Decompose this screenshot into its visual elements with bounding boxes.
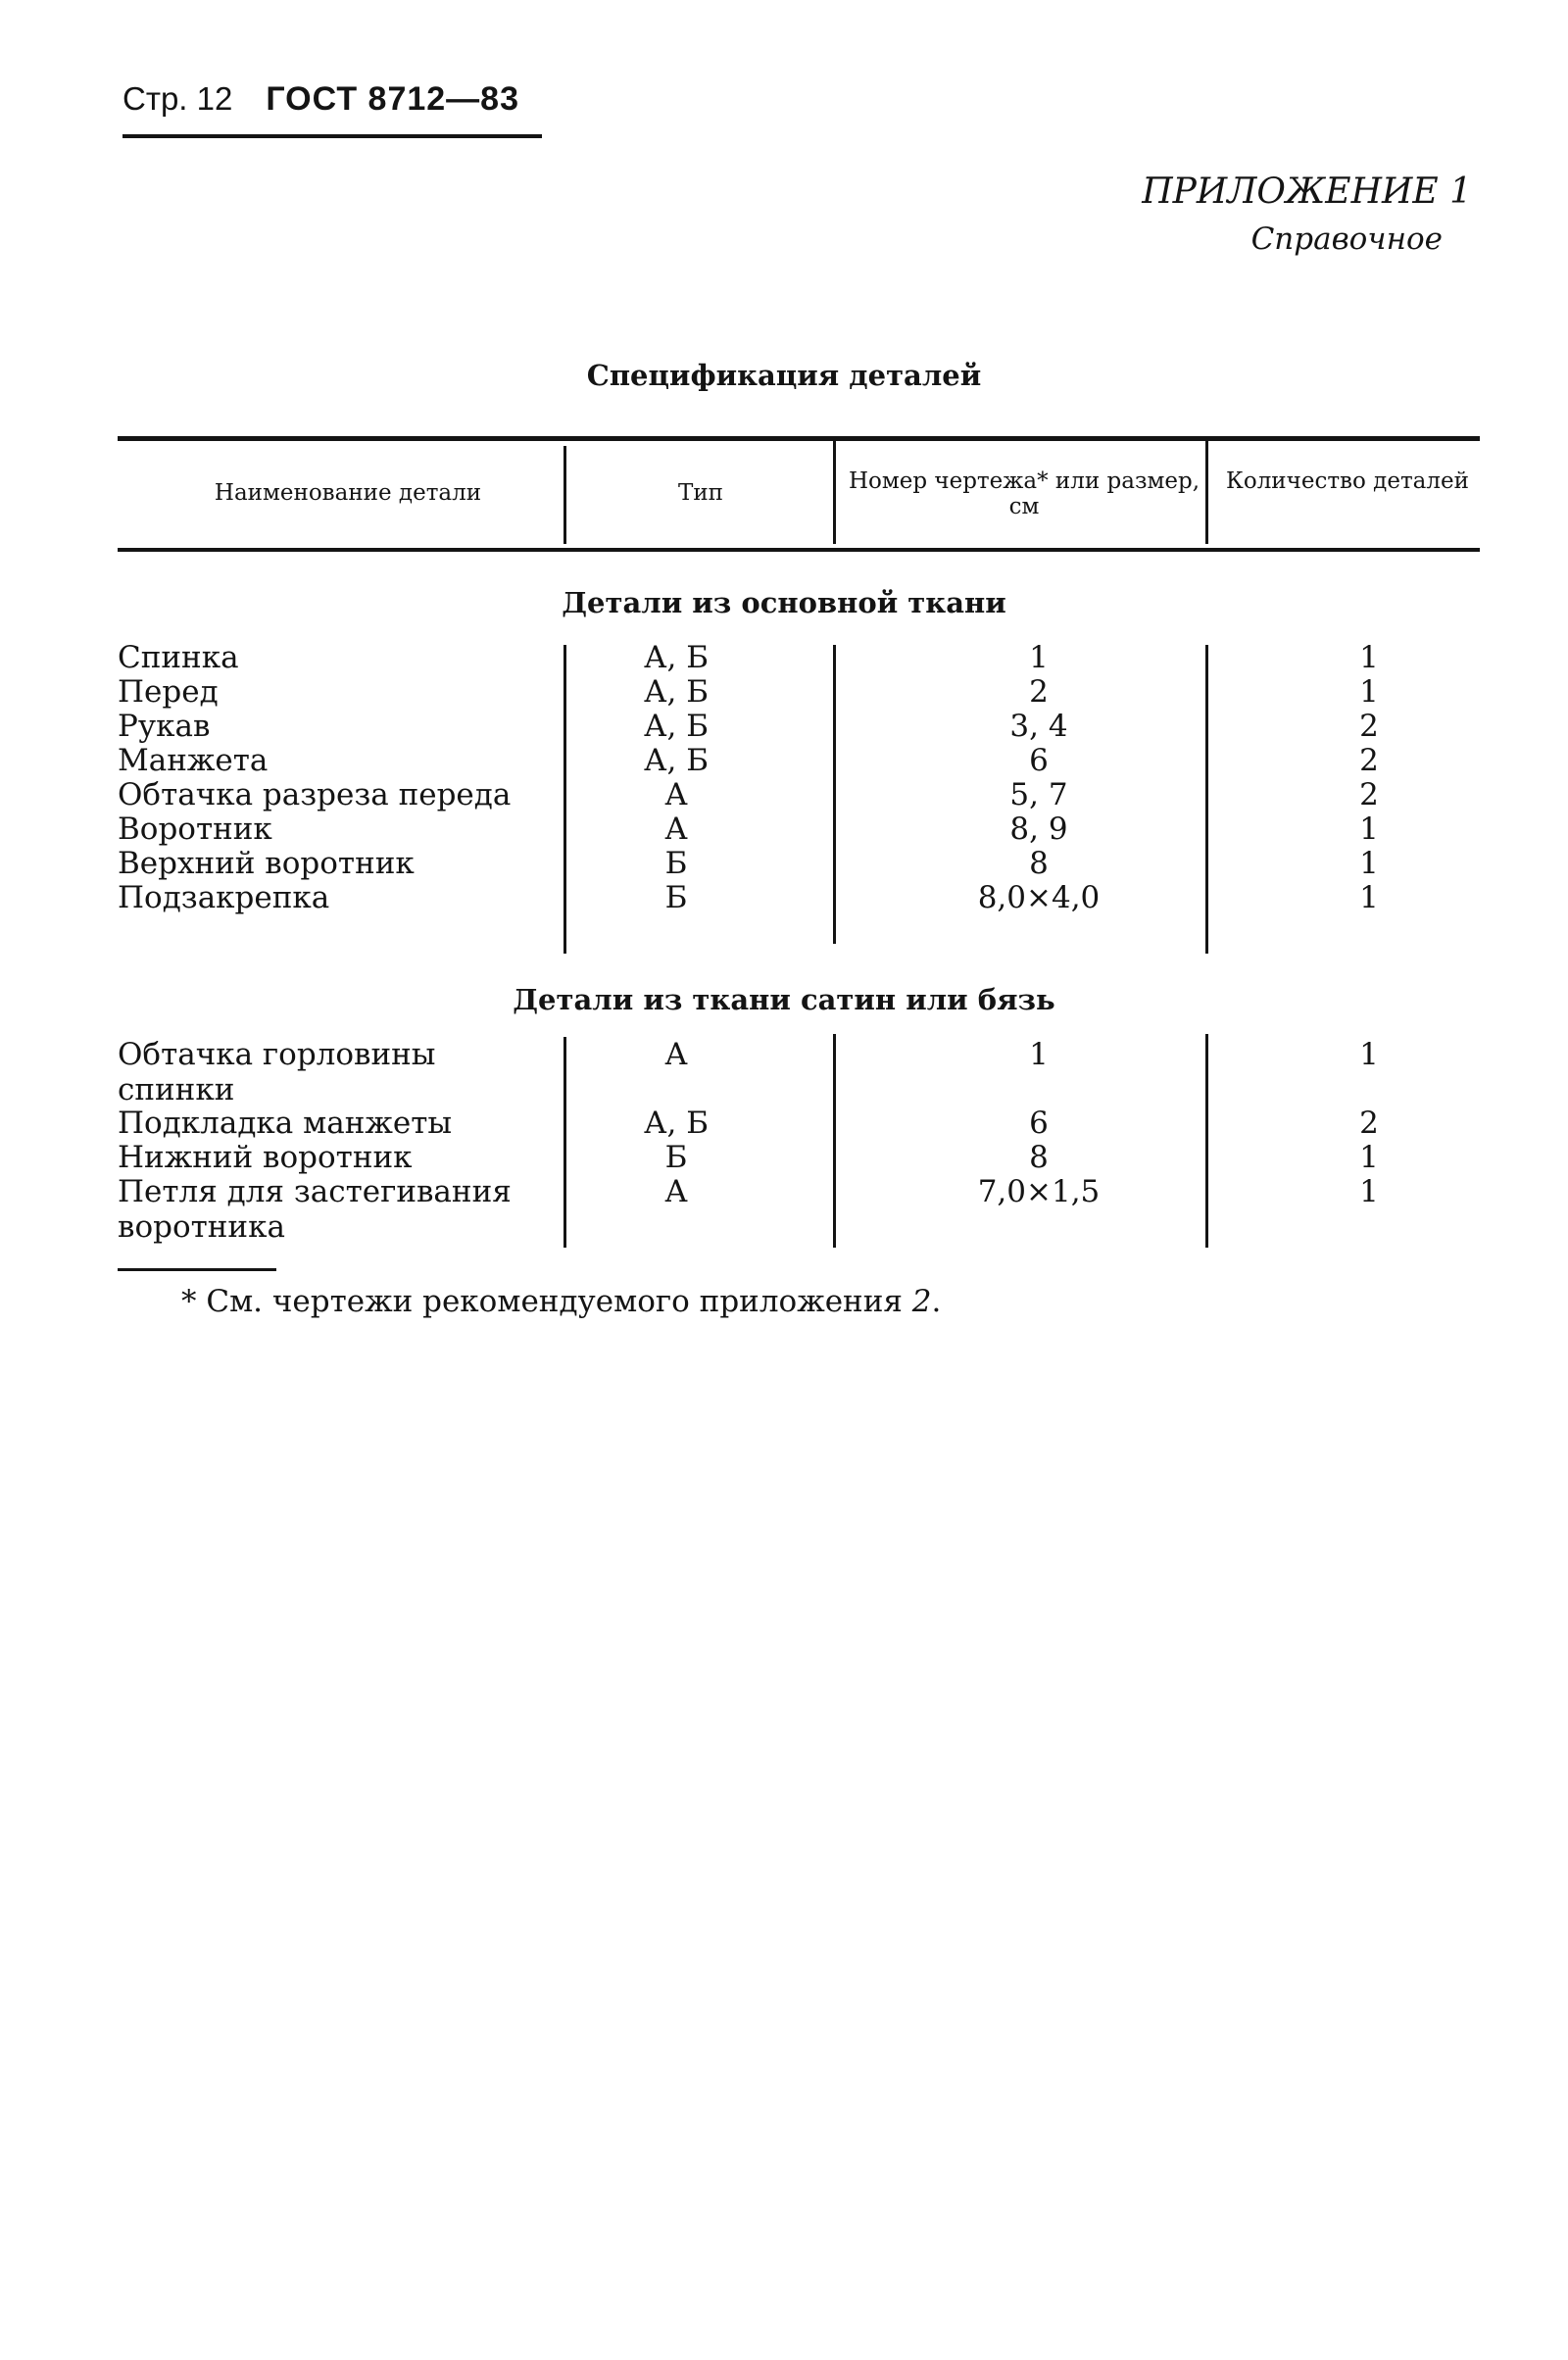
- part-quantity: 1: [1359, 1140, 1379, 1175]
- drawing-number: 1: [1029, 640, 1049, 675]
- part-quantity: 2: [1359, 1106, 1379, 1141]
- part-name: Воротник: [118, 811, 272, 847]
- section-title-main-fabric: Детали из основной ткани: [562, 586, 1006, 619]
- part-quantity: 1: [1359, 640, 1379, 675]
- drawing-number: 3, 4: [1009, 709, 1068, 744]
- table-row: [0, 674, 1568, 710]
- part-name: Петля для застегивания: [118, 1174, 512, 1209]
- part-quantity: 1: [1359, 880, 1379, 915]
- part-quantity: 1: [1359, 811, 1379, 847]
- table-row: [0, 1106, 1568, 1141]
- drawing-number: 1: [1029, 1037, 1049, 1072]
- part-quantity: 1: [1359, 1174, 1379, 1209]
- appendix-title: ПРИЛОЖЕНИЕ 1: [1142, 172, 1472, 212]
- part-name: Рукав: [118, 709, 211, 744]
- table-row: [0, 777, 1568, 812]
- table-row: [0, 743, 1568, 778]
- part-type: А: [664, 811, 688, 847]
- part-quantity: 1: [1359, 1037, 1379, 1072]
- drawing-number: 6: [1029, 1106, 1049, 1141]
- header-divider-3: [1205, 441, 1208, 544]
- drawing-number: 8: [1029, 846, 1049, 881]
- part-type: А: [664, 777, 688, 812]
- table-title: Спецификация деталей: [586, 359, 982, 392]
- part-type: А: [664, 1174, 688, 1209]
- part-type: Б: [664, 880, 688, 915]
- drawing-number: 7,0×1,5: [977, 1174, 1101, 1209]
- part-type: Б: [664, 1140, 688, 1175]
- table-row: [0, 1140, 1568, 1175]
- part-name: Спинка: [118, 640, 239, 675]
- table-row: [0, 1174, 1568, 1245]
- part-name: Перед: [118, 674, 219, 710]
- part-name: Нижний воротник: [118, 1140, 413, 1175]
- appendix-subtitle: Справочное: [1250, 221, 1443, 257]
- running-header: [122, 80, 519, 119]
- part-name: Обтачка разреза переда: [118, 777, 512, 812]
- footnote-rule: [118, 1268, 276, 1271]
- drawing-number: 6: [1029, 743, 1049, 778]
- part-name-continued: воротника: [118, 1209, 285, 1245]
- part-type: А, Б: [644, 640, 709, 675]
- drawing-number: 5, 7: [1009, 777, 1068, 812]
- part-name: Обтачка горловины: [118, 1037, 436, 1072]
- column-header-name: Наименование детали: [214, 480, 482, 506]
- drawing-number: 8, 9: [1009, 811, 1068, 847]
- part-type: А, Б: [644, 674, 709, 710]
- header-underline: [122, 134, 542, 138]
- part-name: Манжета: [118, 743, 269, 778]
- part-type: А, Б: [644, 709, 709, 744]
- table-row: [0, 709, 1568, 744]
- column-header-drawing: Номер чертежа* или размер, см: [848, 468, 1200, 519]
- table-header-rule: [118, 548, 1480, 552]
- section-title-satin-fabric: Детали из ткани сатин или бязь: [513, 983, 1055, 1016]
- appendix-heading: [1142, 169, 1472, 263]
- table-row: [0, 1037, 1568, 1107]
- column-header-type: Тип: [678, 480, 723, 506]
- table-top-rule: [118, 436, 1480, 441]
- part-quantity: 2: [1359, 709, 1379, 744]
- part-name: Подкладка манжеты: [118, 1106, 453, 1141]
- table-row: [0, 640, 1568, 675]
- table-row: [0, 811, 1568, 847]
- drawing-number: 2: [1029, 674, 1049, 710]
- table-row: [0, 846, 1568, 881]
- column-header-quantity: Количество деталей: [1226, 468, 1469, 494]
- footnote-reference: 2: [911, 1284, 932, 1319]
- header-divider-1: [564, 446, 566, 544]
- footnote-text: * См. чертежи рекомендуемого приложения: [181, 1284, 912, 1319]
- part-type: А, Б: [644, 743, 709, 778]
- part-quantity: 2: [1359, 743, 1379, 778]
- part-type: Б: [664, 846, 688, 881]
- footnote-end: .: [931, 1284, 942, 1319]
- part-type: А, Б: [644, 1106, 709, 1141]
- part-name-continued: спинки: [118, 1072, 235, 1107]
- drawing-number: 8: [1029, 1140, 1049, 1175]
- part-quantity: 1: [1359, 846, 1379, 881]
- drawing-number: 8,0×4,0: [977, 880, 1101, 915]
- table-row: [0, 880, 1568, 915]
- header-divider-2: [833, 441, 836, 544]
- part-quantity: 2: [1359, 777, 1379, 812]
- part-quantity: 1: [1359, 674, 1379, 710]
- footnote: [181, 1284, 941, 1319]
- standard-number: ГОСТ 8712—83: [266, 80, 519, 118]
- part-name: Подзакрепка: [118, 880, 330, 915]
- page-number: Стр. 12: [122, 80, 233, 117]
- part-name: Верхний воротник: [118, 846, 415, 881]
- part-type: А: [664, 1037, 688, 1072]
